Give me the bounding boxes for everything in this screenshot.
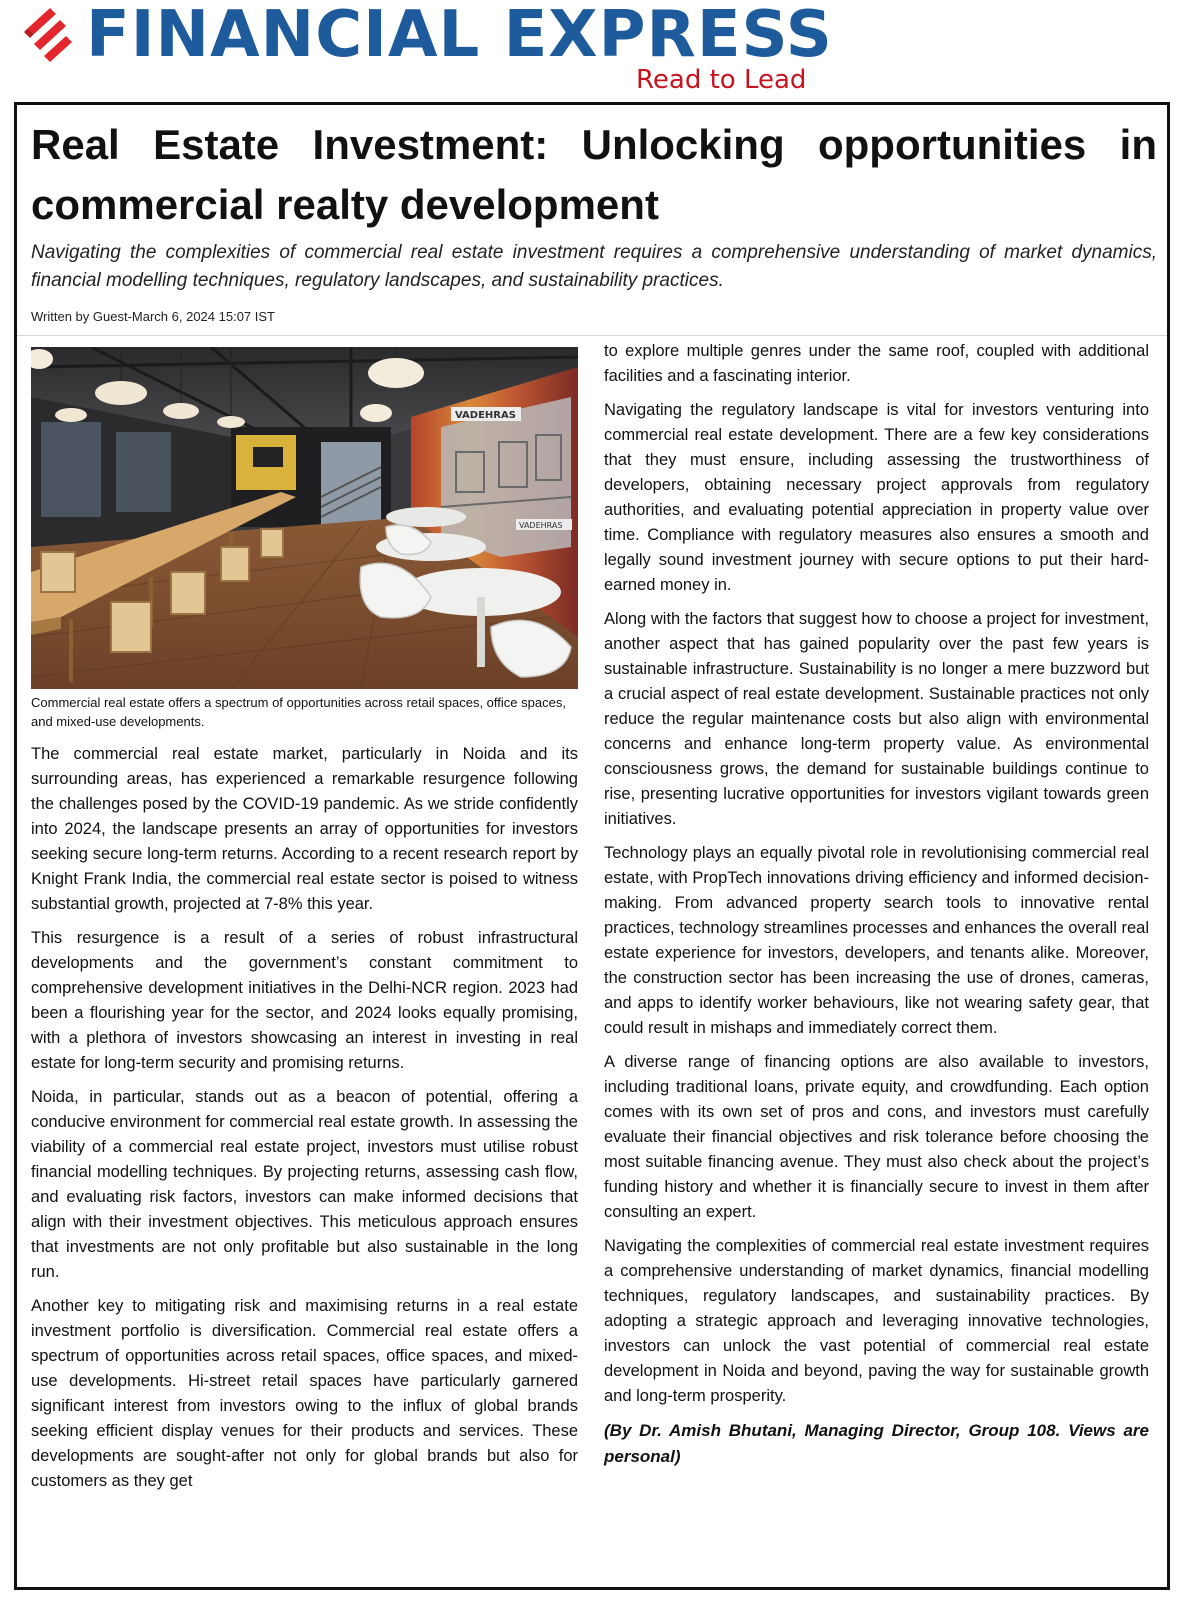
brand-tagline: Read to Lead bbox=[636, 65, 807, 95]
paragraph: Noida, in particular, stands out as a beacon of potential, offering a conducive environment for commercial real estate growth. In assessing the viability of a commercial real estate project, investors must utilise robust financial modelling techniques. By projecting returns, assessing cash flow, and evaluating risk factors, investors can make informed decisions that align with their investment objectives. This meticulous approach ensures that investments are not only profitable but also sustainable in the long run. bbox=[31, 1088, 578, 1281]
image-caption: Commercial real estate offers a spectrum of opportunities across retail spaces, office spaces, and mixed-use developments. bbox=[31, 695, 566, 729]
paragraph: The commercial real estate market, particularly in Noida and its surrounding areas, has experienced a remarkable resurgence following the challenges posed by the COVID-19 pandemic. As we stride confidently into 2024, the landscape presents an array of opportunities for investors seeking secure long-term returns. According to a recent research report by Knight Frank India, the commercial real estate sector is poised to witness substantial growth, projected at 7-8% this year. bbox=[31, 745, 578, 913]
paragraph: Navigating the regulatory landscape is vital for investors venturing into commercial real estate development. There are a few key considerations that they must ensure, including assessing the trustworthiness of developers, obtaining necessary project approvals from regulatory authorities, and evaluating potential appreciation in property value over time. Compliance with regulatory measures also ensures a smooth and legally sound investment journey with secure options to put their hard-earned money in. bbox=[604, 401, 1149, 594]
article-headline: Real Estate Investment: Unlocking opportunities in commercial realty development bbox=[31, 121, 1157, 228]
paragraph: This resurgence is a result of a series of robust infrastructural developments and the government’s constant commitment to comprehensive development initiatives in the Delhi-NCR region. 2023 had been a flourishing year for the sector, and 2024 looks equally promising, with a plethora of investors showcasing an interest in investing in real estate for long-term security and promising returns. bbox=[31, 929, 578, 1072]
wall-sign-1: VADEHRAS bbox=[455, 410, 516, 421]
paragraph: Technology plays an equally pivotal role in revolutionising commercial real estate, with PropTech innovations driving efficiency and informed decision-making. From advanced property search tools to innovative rental practices, technology streamlines processes and enhances the overall real estate experience for investors, developers, and tenants alike. Moreover, the construction sector has been increasing the use of drones, cameras, and apps to identify worker behaviours, like not wearing safety gear, that could result in mishaps and immediately correct them. bbox=[604, 844, 1149, 1037]
paragraph: Along with the factors that suggest how to choose a project for investment, another aspect that has gained popularity over the past few years is sustainable infrastructure. Sustainability is no longer a mere buzzword but a crucial aspect of real estate development. Sustainable practices not only reduce the regular maintenance costs but also align with environmental concerns and enhance long-term property value. As environmental consciousness grows, the demand for sustainable buildings continue to rise, presenting lucrative opportunities for investors vigilant towards green initiatives. bbox=[604, 610, 1149, 828]
paragraph: to explore multiple genres under the same roof, coupled with additional facilities and a fascinating interior. bbox=[604, 342, 1149, 385]
masthead bbox=[0, 0, 1200, 100]
paragraph: Navigating the complexities of commercial real estate investment requires a comprehensive understanding of market dynamics, financial modelling techniques, regulatory landscapes, and sustainability practices. By adopting a strategic approach and leveraging innovative technologies, investors can unlock the vast potential of commercial real estate development in Noida and beyond, paving the way for sustainable growth and long-term prosperity. bbox=[604, 1237, 1149, 1405]
paragraph: Another key to mitigating risk and maximising returns in a real estate investment portfolio is diversification. Commercial real estate offers a spectrum of opportunities across retail spaces, office spaces, and mixed-use developments. Hi-street retail spaces have particularly garnered significant interest from investors owing to the influx of global brands seeking efficient display venues for their products and services. These developments are sought-after not only for global brands but also for customers as they get bbox=[31, 1297, 578, 1490]
article-photo bbox=[31, 347, 578, 689]
express-logo-icon bbox=[20, 6, 76, 68]
article-byline: Written by Guest-March 6, 2024 15:07 IST bbox=[31, 309, 275, 324]
author-credit: (By Dr. Amish Bhutani, Managing Director, Group 108. Views are personal) bbox=[604, 1421, 1149, 1466]
article-column-right bbox=[604, 339, 1149, 1479]
article-column-left bbox=[31, 742, 578, 1503]
wall-sign-2: VADEHRAS bbox=[519, 521, 563, 530]
brand-name[interactable]: FINANCIAL EXPRESS bbox=[86, 0, 833, 72]
article-subhead: Navigating the complexities of commercial real estate investment requires a comprehensive understanding of market dynamics, financial modelling techniques, regulatory landscapes, and sustainability practices. bbox=[31, 242, 1157, 291]
cafe-interior-illustration bbox=[31, 347, 578, 689]
article-frame bbox=[14, 102, 1170, 1590]
paragraph: A diverse range of financing options are also available to investors, including traditional loans, private equity, and crowdfunding. Each option comes with its own set of pros and cons, and investors must carefully evaluate their financial objectives and risk tolerance before choosing the most suitable financing avenue. They must also check about the project’s funding history and whether it is financially secure to invest in them after consulting an expert. bbox=[604, 1053, 1149, 1221]
divider bbox=[17, 335, 1167, 336]
